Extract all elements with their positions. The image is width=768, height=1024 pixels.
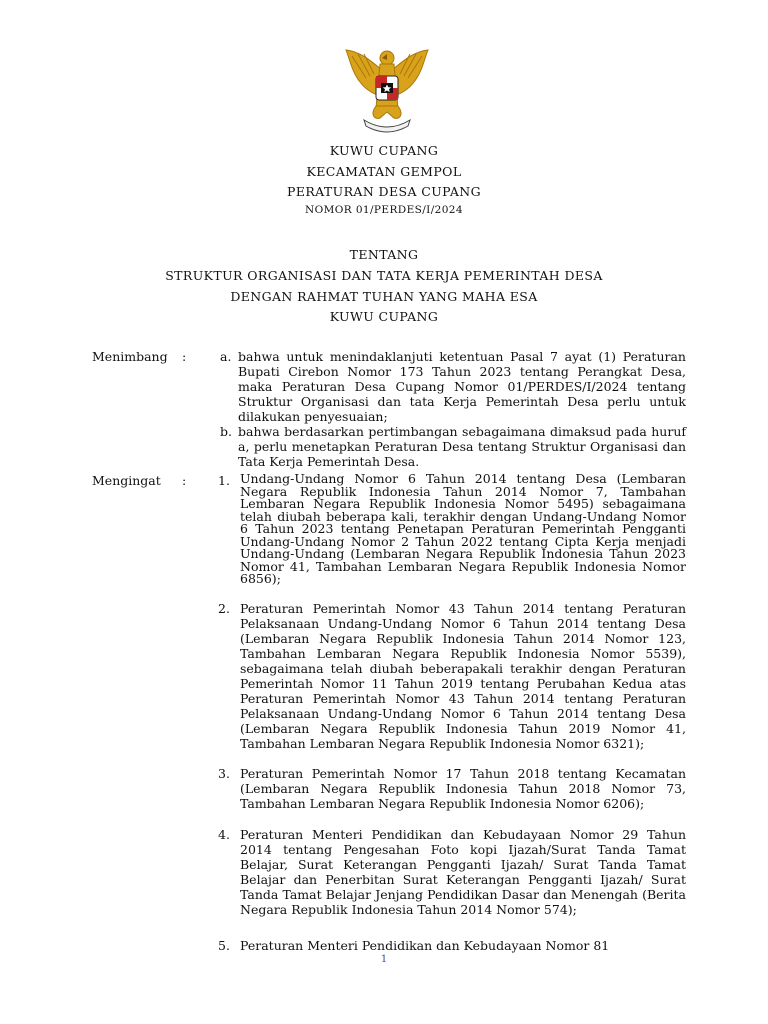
- menimbang-colon: :: [182, 349, 187, 364]
- mengingat-item-3: Peraturan Pemerintah Nomor 17 Tahun 2018 tentang Kecamatan (Lembaran Negara Republik Indonesia Tahun 2018 Nomor 73, Tambahan Lembaran Negara Republik Indonesia Nomor 6206);: [240, 766, 686, 811]
- header-regulation-title: PERATURAN DESA CUPANG: [287, 184, 481, 199]
- list-item-marker: 3.: [218, 766, 230, 781]
- mengingat-label: Mengingat: [92, 473, 161, 488]
- menimbang-label: Menimbang: [92, 349, 168, 364]
- list-item-marker: 5.: [218, 938, 230, 953]
- mengingat-item-5: Peraturan Menteri Pendidikan dan Kebudayaan Nomor 81: [240, 938, 610, 953]
- menimbang-item-a: bahwa untuk menindaklanjuti ketentuan Pasal 7 ayat (1) Peraturan Bupati Cirebon Nomor 173 Tahun 2023 tentang Perangkat Desa, maka Peraturan Desa Cupang Nomor 01/PERDES/I/2024 tentang Struktur Organisasi dan tata Kerja Pemerintah Desa perlu untuk dilakukan penyesuaian;: [238, 349, 686, 424]
- list-item-marker: 4.: [218, 827, 230, 842]
- issuer-line: KUWU CUPANG: [329, 309, 439, 324]
- mengingat-item-2: Peraturan Pemerintah Nomor 43 Tahun 2014 tentang Peraturan Pelaksanaan Undang-Undang Nomor 6 Tahun 2014 tentang Desa (Lembaran Negara Republik Indonesia Tahun 2014 Nomor 123, Tambahan Lembaran Negara Republik Indonesia Nomor 5539), sebagaimana telah diubah beberapakali terakhir dengan Peraturan Pemerintah Nomor 11 Tahun 2019 tentang Perubahan Kedua atas Peraturan Pemerintah Nomor 43 Tahun 2014 tentang Peraturan Pelaksanaan Undang-Undang Nomor 6 Tahun 2014 tentang Desa (Lembaran Negara Republik Indonesia Tahun 2019 Nomor 41, Tambahan Lembaran Negara Republik Indonesia Nomor 6321);: [240, 601, 686, 751]
- mengingat-colon: :: [182, 473, 187, 488]
- regulation-subject: STRUKTUR ORGANISASI DAN TATA KERJA PEMERINTAH DESA: [165, 268, 603, 283]
- list-item-marker: 2.: [218, 601, 230, 616]
- mengingat-item-4: Peraturan Menteri Pendidikan dan Kebudayaan Nomor 29 Tahun 2014 tentang Pengesahan Foto kopi Ijazah/Surat Tanda Tamat Belajar, Surat Keterangan Pengganti Ijazah/ Surat Tanda Tamat Belajar dan Penerbitan Surat Keterangan Pengganti Ijazah/ Surat Tanda Tamat Belajar Jenjang Pendidikan Dasar dan Menengah (Berita Negara Republik Indonesia Tahun 2014 Nomor 574);: [240, 827, 686, 917]
- page-number: 1: [380, 954, 388, 965]
- regulation-number: NOMOR 01/PERDES/I/2024: [305, 204, 463, 216]
- list-item-marker: 1.: [218, 473, 230, 488]
- header-kecamatan-line: KECAMATAN GEMPOL: [306, 164, 462, 179]
- header-tentang: TENTANG: [349, 247, 419, 262]
- preamble-line: DENGAN RAHMAT TUHAN YANG MAHA ESA: [230, 289, 538, 304]
- list-item-marker: a.: [220, 349, 232, 364]
- garuda-pancasila-emblem-icon: [340, 44, 434, 134]
- header-kuwu-line: KUWU CUPANG: [329, 143, 439, 158]
- mengingat-item-1: Undang-Undang Nomor 6 Tahun 2014 tentang Desa (Lembaran Negara Republik Indonesia Tahun 2014 Nomor 7, Tambahan Lembaran Negara Republik Indonesia Nomor 5495) sebagaimana telah diubah beberapa kali, terakhir dengan Undang-Undang Nomor 6 Tahun 2023 tentang Penetapan Peraturan Pemerintah Pengganti Undang-Undang Nomor 2 Tahun 2022 tentang Cipta Kerja menjadi Undang-Undang (Lembaran Negara Republik Indonesia Tahun 2023 Nomor 41, Tambahan Lembaran Negara Republik Indonesia Nomor 6856);: [240, 471, 686, 586]
- list-item-marker: b.: [220, 424, 232, 439]
- menimbang-item-b: bahwa berdasarkan pertimbangan sebagaimana dimaksud pada huruf a, perlu menetapkan Peraturan Desa tentang Struktur Organisasi dan Tata Kerja Pemerintah Desa.: [238, 424, 686, 469]
